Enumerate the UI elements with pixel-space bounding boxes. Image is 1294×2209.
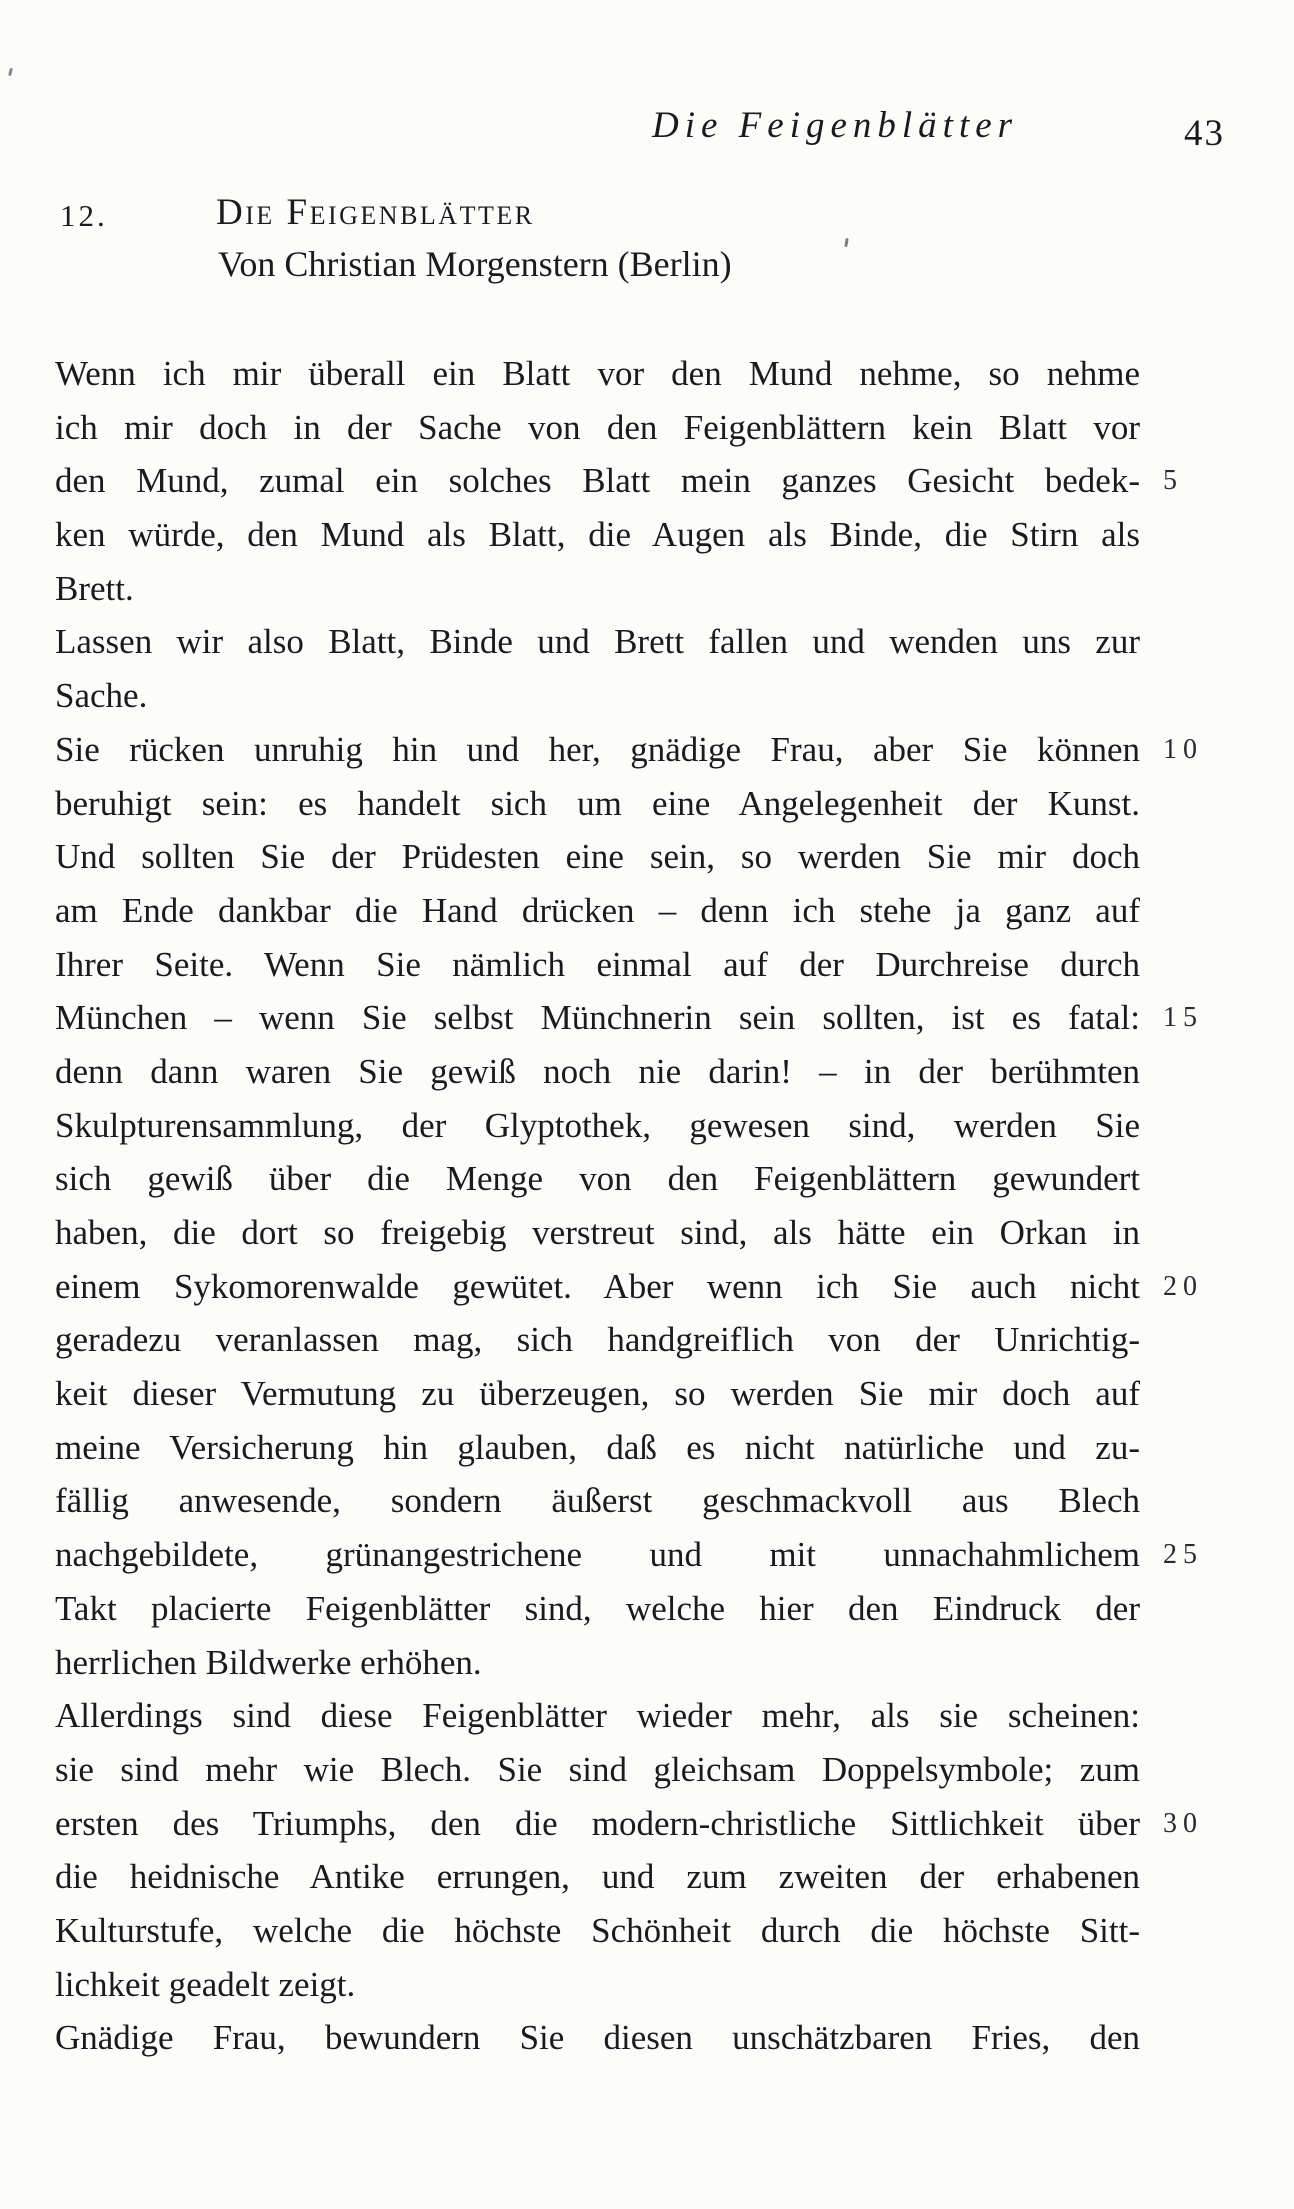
text-line: haben, die dort so freigebig verstreut sind, als hätte ein Orkan in — [55, 1213, 1140, 1252]
text-line: sich gewiß über die Menge von den Feigenblättern gewundert — [55, 1159, 1140, 1199]
running-head: Die Feigenblätter — [652, 105, 1019, 146]
text-line: ich mir doch in der Sache von den Feigenblättern kein Blatt vor — [55, 407, 1140, 447]
scan-artifact — [844, 238, 849, 247]
line-number: 20 — [1163, 1270, 1203, 1302]
line-number: 5 — [1163, 465, 1183, 497]
text-line: Sie rücken unruhig hin und her, gnädige Frau, aber Sie können 10 — [55, 723, 1140, 777]
article-title: Die Feigenblätter — [216, 192, 535, 233]
text-line: fällig anwesende, sondern äußerst geschmackvoll aus Blech — [55, 1481, 1140, 1521]
text-line: beruhigt sein: es handelt sich um eine Angelegenheit der Kunst. — [55, 783, 1140, 823]
text-line: Gnädige Frau, bewundern Sie diesen unschätzbaren Fries, den — [55, 2018, 1140, 2058]
byline: Von Christian Morgenstern (Berlin) — [218, 244, 732, 284]
text-line: ersten des Triumphs, den die modern-christliche Sittlichkeit über 30 — [55, 1797, 1140, 1851]
text-line: geradezu veranlassen mag, sich handgreiflich von der Unrichtig- — [55, 1320, 1140, 1360]
text-line: Ihrer Seite. Wenn Sie nämlich einmal auf der Durchreise durch — [55, 944, 1140, 984]
text-line: keit dieser Vermutung zu überzeugen, so werden Sie mir doch auf — [55, 1374, 1140, 1414]
text-line: Allerdings sind diese Feigenblätter wieder mehr, als sie scheinen: — [55, 1696, 1140, 1736]
text-line: Skulpturensammlung, der Glyptothek, gewesen sind, werden Sie — [55, 1105, 1140, 1145]
body-text — [55, 347, 1203, 2065]
text-line: Und sollten Sie der Prüdesten eine sein, so werden Sie mir doch — [55, 837, 1140, 877]
line-number: 15 — [1163, 1002, 1203, 1034]
section-number: 12. — [60, 198, 108, 233]
text-line: den Mund, zumal ein solches Blatt mein ganzes Gesicht bedek- 5 — [55, 454, 1140, 508]
line-number: 10 — [1163, 733, 1203, 765]
line-number: 25 — [1163, 1539, 1203, 1571]
text-line: einem Sykomorenwalde gewütet. Aber wenn ich Sie auch nicht 20 — [55, 1260, 1140, 1314]
text-line: die heidnische Antike errungen, und zum zweiten der erhabenen — [55, 1857, 1140, 1897]
scan-artifact — [8, 68, 13, 76]
text-line: herrlichen Bildwerke erhöhen. — [55, 1642, 482, 1682]
line-number: 30 — [1163, 1807, 1203, 1839]
text-line: meine Versicherung hin glauben, daß es nicht natürliche und zu- — [55, 1427, 1140, 1467]
text-line: nachgebildete, grünangestrichene und mit unnachahmlichem 25 — [55, 1528, 1140, 1582]
text-line: am Ende dankbar die Hand drücken – denn ich stehe ja ganz auf — [55, 890, 1140, 930]
page-number: 43 — [1184, 113, 1225, 154]
text-line: Brett. — [55, 568, 134, 608]
text-line: sie sind mehr wie Blech. Sie sind gleichsam Doppelsymbole; zum — [55, 1749, 1140, 1789]
text-line: Lassen wir also Blatt, Binde und Brett fallen und wenden uns zur — [55, 622, 1140, 662]
text-line: ken würde, den Mund als Blatt, die Augen als Binde, die Stirn als — [55, 515, 1140, 555]
text-line: Kulturstufe, welche die höchste Schönheit durch die höchste Sitt- — [55, 1910, 1140, 1950]
text-line: München – wenn Sie selbst Münchnerin sein sollten, ist es fatal: 15 — [55, 991, 1140, 1045]
text-line: lichkeit geadelt zeigt. — [55, 1964, 356, 2004]
text-line: Wenn ich mir überall ein Blatt vor den Mund nehme, so nehme — [55, 354, 1140, 393]
text-line: denn dann waren Sie gewiß noch nie darin! – in der berühmten — [55, 1051, 1140, 1091]
text-line: Takt placierte Feigenblätter sind, welche hier den Eindruck der — [55, 1588, 1140, 1628]
text-line: Sache. — [55, 676, 148, 716]
